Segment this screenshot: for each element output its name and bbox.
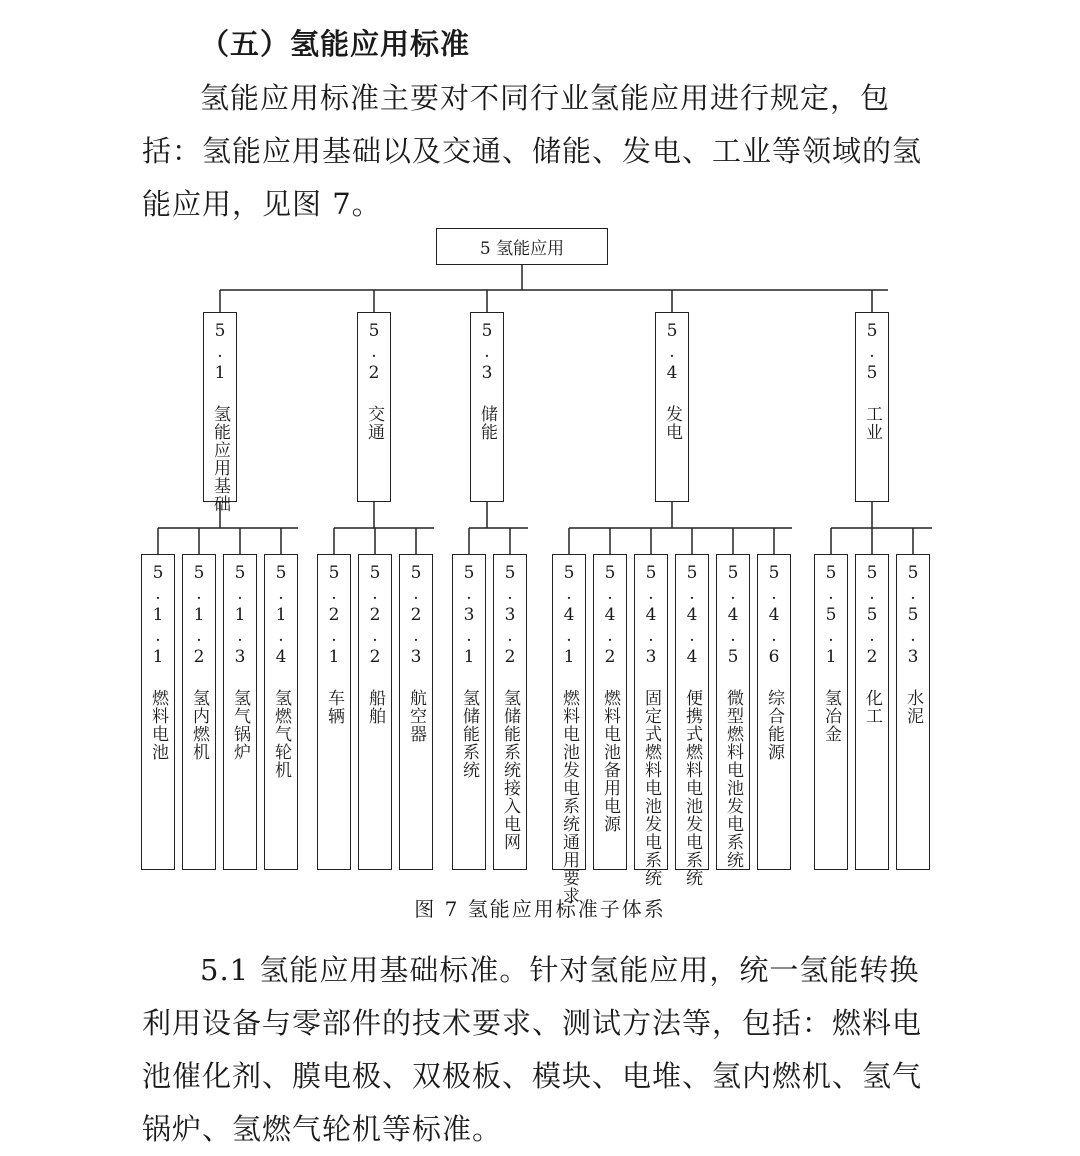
figure-caption: 图 7 氢能应用标准子体系 — [414, 897, 666, 921]
leaf-node — [182, 554, 216, 870]
leaf-node — [141, 554, 175, 870]
leaf-node — [855, 554, 889, 870]
branch-node-label: 5.3 储能 — [477, 321, 497, 441]
leaf-node-label: 5.3.1 氢储能系统 — [459, 563, 479, 779]
leaf-node-label: 5.1.1 燃料电池 — [148, 563, 168, 761]
leaf-node-label: 5.1.3 氢气锅炉 — [230, 563, 250, 761]
leaf-node — [552, 554, 586, 905]
leaf-node-label: 5.4.2 燃料电池备用电源 — [600, 563, 620, 833]
leaf-node-label: 5.3.2 氢储能系统接入电网 — [500, 563, 520, 851]
leaf-node-label: 5.5.3 水泥 — [903, 563, 923, 725]
leaf-node-label: 5.5.2 化工 — [862, 563, 882, 725]
leaf-node — [264, 554, 298, 870]
branch-node — [470, 312, 504, 502]
leaf-node — [896, 554, 930, 870]
leaf-node-label: 5.4.6 综合能源 — [764, 563, 784, 761]
leaf-node-label: 5.1.2 氢内燃机 — [189, 563, 209, 761]
leaf-node-label: 5.4.3 固定式燃料电池发电系统 — [641, 563, 661, 887]
intro-paragraph: 氢能应用标准主要对不同行业氢能应用进行规定，包括：氢能应用基础以及交通、储能、发电、工业等领域的氢能应用，见图 7。 — [142, 81, 923, 221]
leaf-node-label: 5.5.1 氢冶金 — [821, 563, 841, 743]
leaf-node — [399, 554, 433, 870]
leaf-node — [493, 554, 527, 870]
leaf-node-label: 5.4.1 燃料电池发电系统通用要求 — [559, 563, 579, 905]
branch-node-label: 5.4 发电 — [662, 321, 682, 441]
section-heading: （五）氢能应用标准 — [200, 27, 471, 61]
leaf-node — [593, 554, 627, 870]
branch-node — [655, 312, 689, 502]
leaf-node-label: 5.2.2 船舶 — [365, 563, 385, 725]
branch-node-label: 5.5 工业 — [862, 321, 882, 441]
leaf-node — [757, 554, 791, 870]
leaf-node — [223, 554, 257, 870]
leaf-node-label: 5.4.4 便携式燃料电池发电系统 — [682, 563, 702, 887]
leaf-node — [675, 554, 709, 887]
leaf-node — [452, 554, 486, 870]
branch-node — [855, 312, 889, 502]
leaf-node-label: 5.2.1 车辆 — [324, 563, 344, 725]
leaf-node — [814, 554, 848, 870]
leaf-node — [358, 554, 392, 870]
leaf-node-label: 5.1.4 氢燃气轮机 — [271, 563, 291, 779]
root-node — [436, 228, 608, 265]
section-5-1-paragraph: 5.1 氢能应用基础标准。针对氢能应用，统一氢能转换利用设备与零部件的技术要求、测试方法等，包括：燃料电池催化剂、膜电极、双极板、模块、电堆、氢内燃机、氢气锅炉、氢燃气轮机等标准。 — [142, 953, 923, 1146]
branch-node-label: 5.2 交通 — [364, 321, 384, 441]
branch-node-label: 5.1 氢能应用基础 — [210, 321, 230, 513]
leaf-node — [634, 554, 668, 887]
branch-node — [357, 312, 391, 502]
leaf-node-label: 5.4.5 微型燃料电池发电系统 — [723, 563, 743, 869]
leaf-node — [716, 554, 750, 870]
branch-node — [203, 312, 237, 513]
leaf-node-label: 5.2.3 航空器 — [406, 563, 426, 743]
root-node-label: 5 氢能应用 — [479, 239, 565, 259]
leaf-node — [317, 554, 351, 870]
